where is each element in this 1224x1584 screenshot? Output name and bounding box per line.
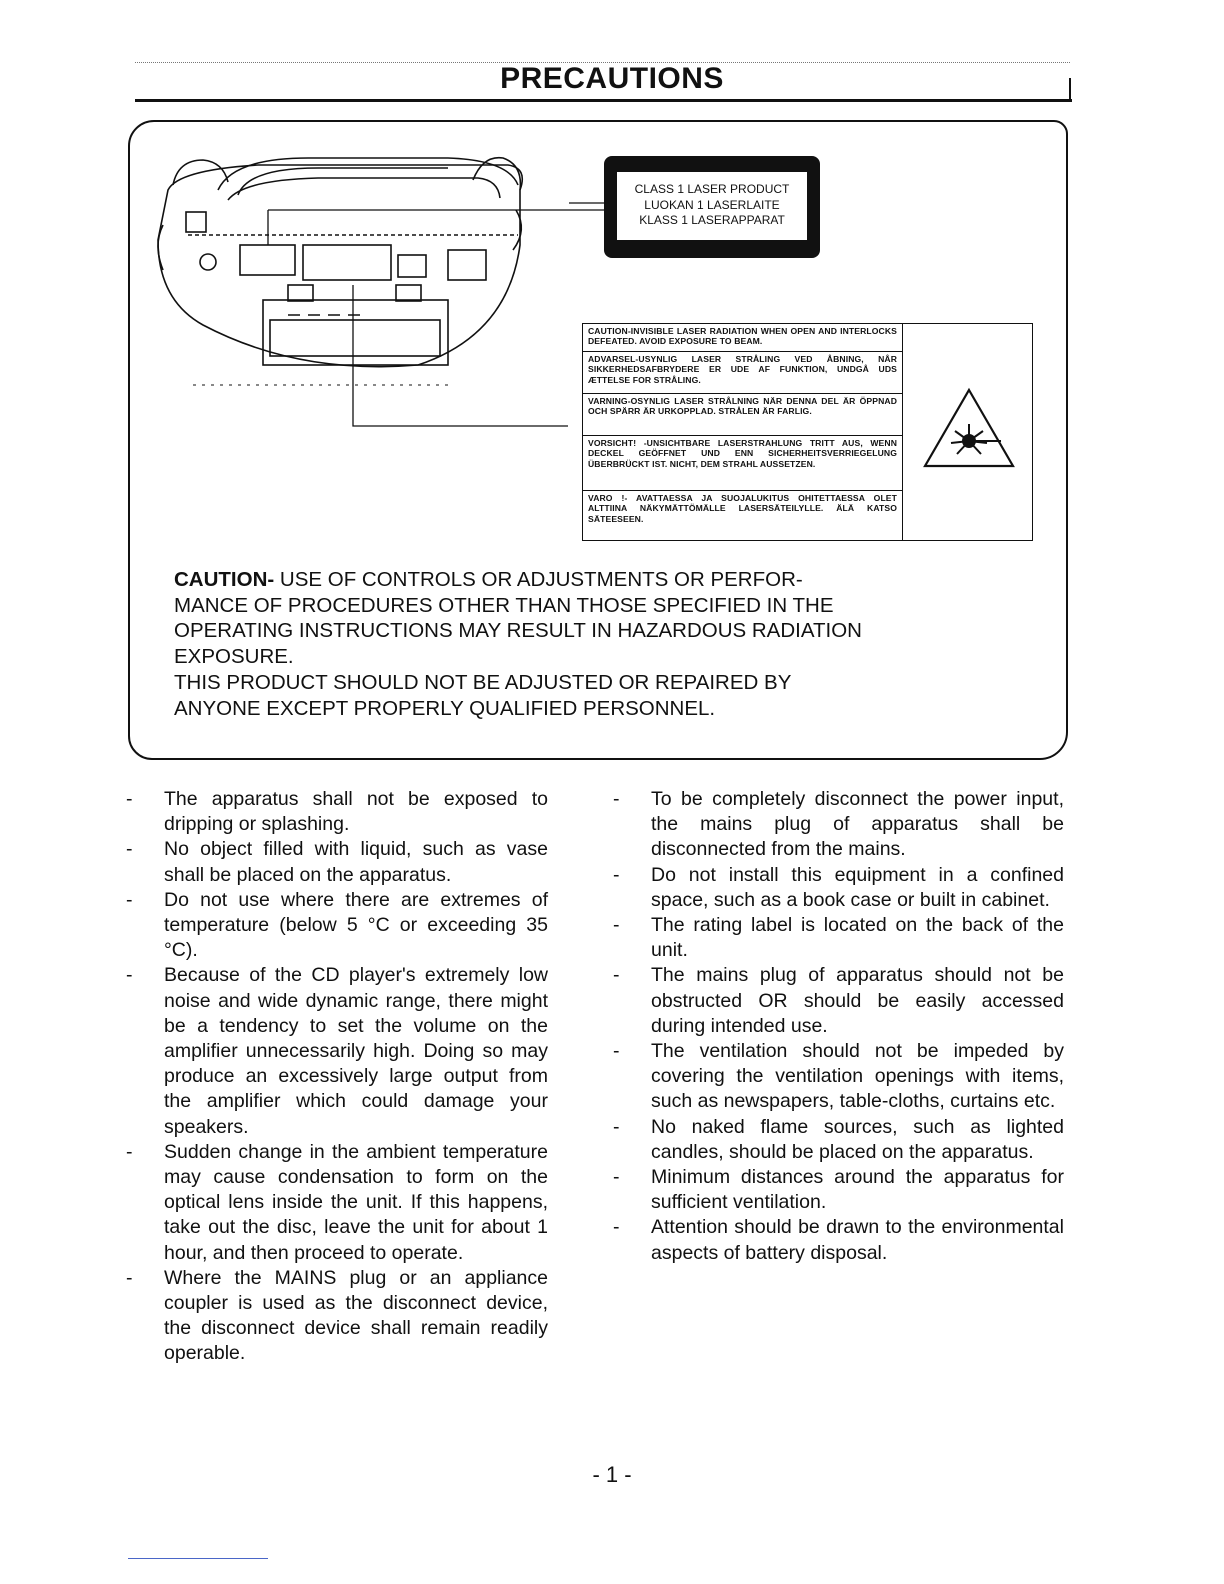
bullet-dash: - — [613, 863, 620, 886]
list-item — [610, 963, 1064, 1039]
caution-text: USE OF CONTROLS OR ADJUSTMENTS OR PERFOR-MANCE OF PROCEDURES OTHER THAN THOSE SPECIFIED IN THE OPERATING INSTRUCTIONS MAY RESULT IN HAZARDOUS RADIATION EXPOSURE. — [174, 568, 862, 669]
list-item-text: To be completely disconnect the power input, the mains plug of apparatus shall be disconnected from the mains. — [651, 788, 1064, 861]
class-label-line: KLASS 1 LASERAPPARAT — [639, 213, 785, 227]
list-item-text: The apparatus shall not be exposed to dripping or splashing. — [164, 788, 548, 836]
bullet-dash: - — [613, 1040, 620, 1063]
footer-line — [128, 1558, 268, 1559]
precautions-list-right — [610, 787, 1064, 1266]
list-item-text: Do not use where there are extremes of temperature (below 5 °C or exceeding 35 °C). — [164, 888, 548, 962]
class-label-line: CLASS 1 LASER PRODUCT — [634, 182, 790, 196]
list-item — [610, 1215, 1064, 1265]
list-item-text: Do not install this equipment in a confined space, such as a book case or built in cabinet. — [651, 863, 1064, 911]
list-item — [610, 787, 1064, 863]
caution-paragraph — [174, 567, 874, 670]
title-rule — [135, 99, 1072, 102]
label-leader-line — [569, 200, 609, 206]
caution-label: CAUTION- — [174, 568, 275, 591]
bullet-dash: - — [613, 1216, 620, 1239]
list-item — [610, 913, 1064, 963]
bullet-dash: - — [126, 1266, 133, 1289]
warning-cell-german: VORSICHT! -UNSICHTBARE LASERSTRAHLUNG TRITT AUS, WENN DECKEL GEÖFFNET UND ENN SICHERHEITSVERRIEGELUNG ÜBERBRÜCKT IST. NICHT, DEM STRAHL AUSSETZEN. — [583, 436, 902, 491]
laser-hazard-icon — [921, 386, 1017, 470]
list-item-text: Sudden change in the ambient temperature may cause condensation to form on the optical lens inside the unit. If this happens, take out the disc, leave the unit for about 1 hour, and then proceed to operate. — [164, 1140, 548, 1264]
list-item — [610, 1115, 1064, 1165]
list-item — [123, 888, 548, 964]
warning-cell-swedish: VARNING-OSYNLIG LASER STRÅLNING NÄR DENNA DEL ÄR ÖPPNAD OCH SPÄRR ÄR URKOPPLAD. STRÅLEN ÄR FARLIG. — [583, 394, 902, 436]
list-item-text: The rating label is located on the back of the unit. — [651, 914, 1064, 962]
bullet-dash: - — [613, 1166, 620, 1189]
list-item — [123, 963, 548, 1139]
precautions-left-column — [123, 787, 548, 1367]
bullet-dash: - — [613, 1115, 620, 1138]
page-title: PRECAUTIONS — [500, 62, 724, 95]
list-item — [123, 837, 548, 887]
bullet-dash: - — [126, 788, 133, 810]
list-item-text: Where the MAINS plug or an appliance coupler is used as the disconnect device, the disconnect device shall remain readily operable. — [164, 1266, 548, 1365]
list-item — [123, 1140, 548, 1266]
list-item-text: No object filled with liquid, such as vase shall be placed on the apparatus. — [164, 838, 548, 886]
cd-player-illustration — [148, 150, 608, 430]
bullet-dash: - — [126, 888, 133, 911]
list-item-text: Attention should be drawn to the environmental aspects of battery disposal. — [651, 1216, 1064, 1264]
bullet-dash: - — [613, 964, 620, 987]
list-item-text: The ventilation should not be impeded by covering the ventilation openings with items, such as newspapers, table-cloths, curtains etc. — [651, 1040, 1064, 1113]
bullet-dash: - — [126, 1140, 133, 1163]
laser-warning-label — [582, 323, 1033, 541]
page-number: - 1 - — [592, 1462, 632, 1487]
list-item — [610, 863, 1064, 913]
list-item — [123, 1266, 548, 1367]
list-item — [123, 787, 548, 837]
caution-paragraph-2: THIS PRODUCT SHOULD NOT BE ADJUSTED OR REPAIRED BY ANYONE EXCEPT PROPERLY QUALIFIED PERSONNEL. — [174, 670, 792, 720]
bullet-dash: - — [613, 788, 620, 810]
title-rule-tick — [1069, 78, 1071, 102]
class-1-laser-label — [604, 156, 820, 258]
caution-statement — [174, 567, 874, 721]
bullet-dash: - — [126, 964, 133, 987]
warning-cell-english: CAUTION-INVISIBLE LASER RADIATION WHEN OPEN AND INTERLOCKS DEFEATED. AVOID EXPOSURE TO BEAM. — [583, 324, 902, 352]
bullet-dash: - — [613, 914, 620, 937]
list-item-text: No naked flame sources, such as lighted candles, should be placed on the apparatus. — [651, 1115, 1064, 1163]
list-item-text: Minimum distances around the apparatus for sufficient ventilation. — [651, 1166, 1064, 1214]
precautions-right-column — [610, 787, 1064, 1266]
warning-text-cells — [583, 324, 903, 540]
list-item-text: Because of the CD player's extremely low noise and wide dynamic range, there might be a tendency to set the volume on the amplifier unnecessarily high. Doing so may produce an excessively large output from the amplifier which could damage your speakers. — [164, 964, 548, 1138]
list-item — [610, 1039, 1064, 1115]
bullet-dash: - — [126, 838, 133, 861]
warning-cell-finnish: VARO !- AVATTAESSA JA SUOJALUKITUS OHITETTAESSA OLET ALTTIINA NÄKYMÄTTÖMÄLLE LASERSÄTEILYLLE. ÄLÄ KATSO SÄTEESEEN. — [588, 493, 897, 524]
class-label-line: LUOKAN 1 LASERLAITE — [644, 197, 780, 212]
warning-cell-danish: ADVARSEL-USYNLIG LASER STRÅLING VED ÅBNING, NÅR SIKKERHEDSAFBRYDERE ER UDE AF FUNKTION, UNDGÅ UDS ÆTTELSE FOR STRÅLING. — [583, 352, 902, 394]
precautions-list-left — [123, 787, 548, 1367]
list-item-text: The mains plug of apparatus should not be obstructed OR should be easily accessed during intended use. — [651, 964, 1064, 1037]
list-item — [610, 1165, 1064, 1215]
